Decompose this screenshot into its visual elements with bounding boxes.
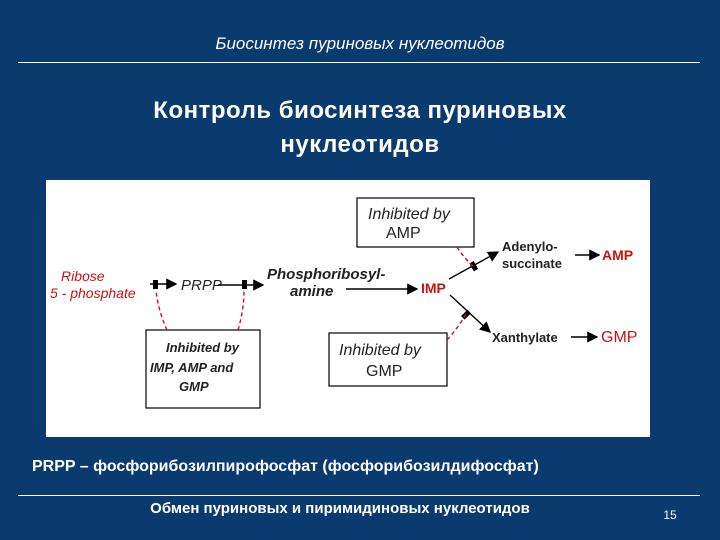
adenylosuccinate-line-2: succinate <box>502 256 562 271</box>
inhibition-amp-line-2: AMP <box>386 225 421 242</box>
pathway-diagram <box>46 180 650 437</box>
block-mark-imp-adenylosuccinate <box>469 261 478 271</box>
xanthylate-label: Xanthylate <box>492 330 558 345</box>
gmp-label: GMP <box>601 329 638 346</box>
block-mark-ribose-prpp <box>153 280 158 289</box>
imp-label: IMP <box>421 280 446 296</box>
inhibition-amp-line-1: Inhibited by <box>368 206 450 223</box>
slide-header: Биосинтез пуриновых нуклеотидов <box>215 34 505 53</box>
page-number: 15 <box>663 508 677 522</box>
inhibition-prpp-line-2: IMP, AMP and <box>150 360 234 375</box>
footer-divider <box>18 495 700 496</box>
inhibition-line-prpp <box>238 290 244 330</box>
inhibition-line-ribose <box>156 290 167 330</box>
ribose-label-line-2: 5 - phosphate <box>50 285 136 301</box>
pathway-diagram-svg <box>46 180 650 437</box>
inhibition-gmp-line-2: GMP <box>366 363 403 380</box>
slide-title-line-2: нуклеотидов <box>280 131 440 158</box>
prpp-note: PRPP – фосфорибозилпирофосфат (фосфорибозилдифосфат) <box>32 458 539 475</box>
inhibition-line-amp <box>457 247 473 266</box>
phosphoribosylamine-line-1: Phosphoribosyl- <box>267 266 386 283</box>
slide-title-line-1: Контроль биосинтеза пуриновых <box>153 97 567 124</box>
inhibition-gmp-line-1: Inhibited by <box>339 342 421 359</box>
slide-title <box>0 94 720 162</box>
phosphoribosylamine-line-2: amine <box>290 283 334 300</box>
header-divider <box>18 62 700 63</box>
footer-text: Обмен пуриновых и пиримидиновых нуклеотидов <box>150 500 530 517</box>
inhibition-prpp-line-3: GMP <box>179 379 209 394</box>
ribose-label-line-1: Ribose <box>61 268 105 284</box>
amp-label: AMP <box>602 247 634 263</box>
prpp-label: PRPP <box>181 277 222 294</box>
adenylosuccinate-line-1: Adenylo- <box>502 239 558 254</box>
block-mark-prpp-amine <box>242 280 247 289</box>
inhibition-prpp-line-1: Inhibited by <box>166 340 239 355</box>
